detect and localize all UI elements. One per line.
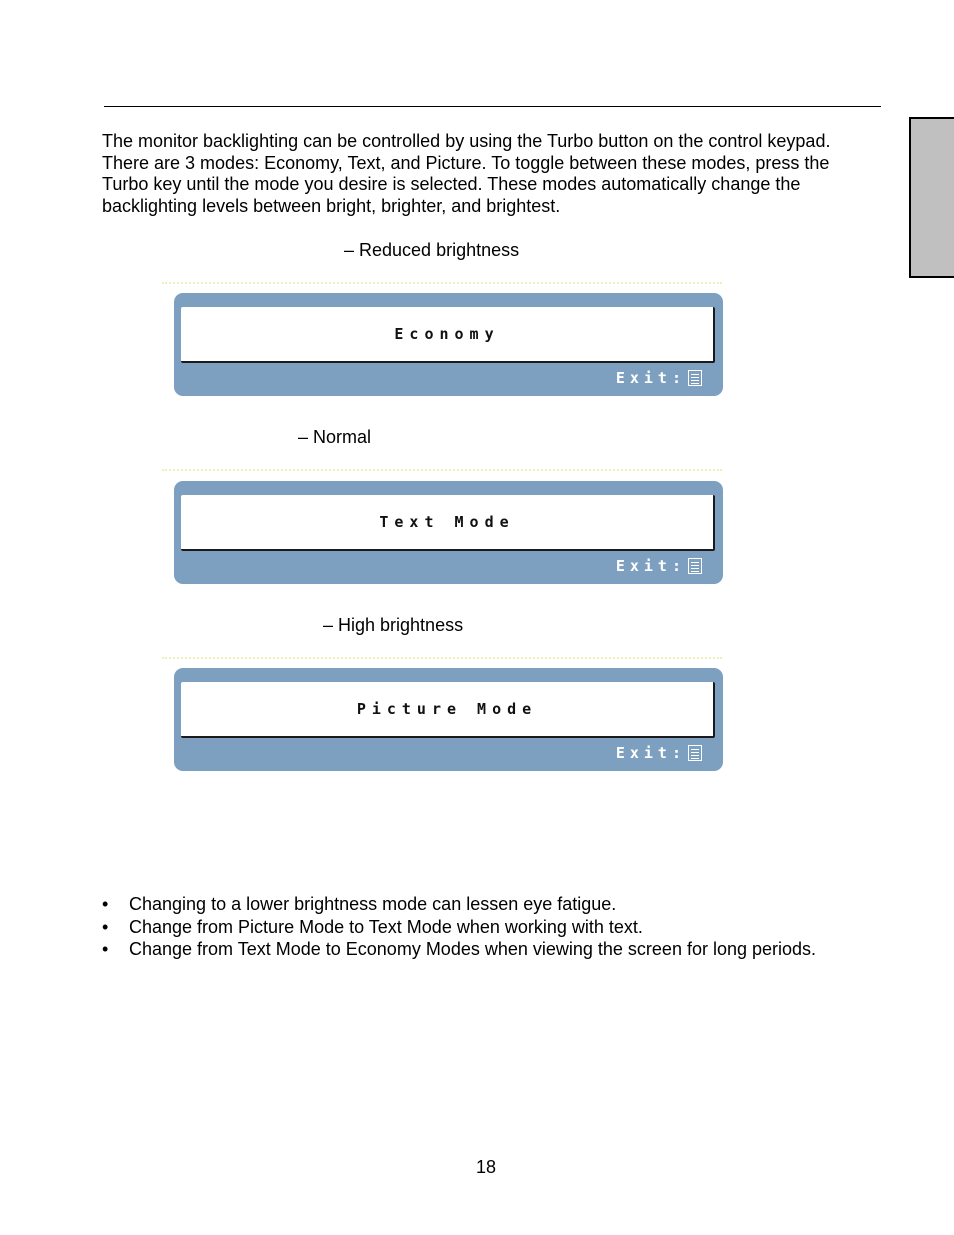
dotted-separator [162, 469, 722, 471]
bullet-icon: • [102, 894, 109, 914]
osd-exit-label: Exit: [615, 557, 686, 575]
tip-text: Changing to a lower brightness mode can lessen eye fatigue. [129, 894, 617, 914]
tip-text: Change from Text Mode to Economy Modes when viewing the screen for long periods. [129, 939, 817, 959]
osd-title: Picture Mode [356, 700, 538, 718]
osd-title-box [181, 682, 715, 738]
menu-icon [688, 558, 702, 574]
header-rule [104, 106, 881, 107]
osd-window-text [174, 481, 723, 584]
list-item [102, 916, 902, 939]
list-item [102, 893, 902, 916]
dotted-separator [162, 657, 722, 659]
osd-title-box [181, 307, 715, 363]
page-number: 18 [475, 1157, 497, 1177]
osd-title-box [181, 495, 715, 551]
mode-caption-economy: – Reduced brightness [344, 240, 520, 260]
tips-list [102, 893, 902, 961]
bullet-icon: • [102, 916, 109, 937]
osd-window-economy [174, 293, 723, 396]
osd-title: Text Mode [379, 513, 515, 531]
osd-exit [616, 744, 702, 762]
intro-paragraph: The monitor backlighting can be controlled by using the Turbo button on the control keypad. There are 3 modes: Economy, Text, and Picture. To toggle between these modes, press the Turbo key until the mode you desire is selected. These modes automatically change the backlighting levels between bright, brighter, and brightest. [102, 131, 831, 216]
mode-caption-text: – Normal [298, 427, 372, 447]
mode-caption-picture: – High brightness [323, 615, 464, 635]
osd-exit-label: Exit: [615, 744, 686, 762]
osd-exit-label: Exit: [615, 369, 686, 387]
osd-exit [616, 369, 702, 387]
menu-icon [688, 745, 702, 761]
menu-icon [688, 370, 702, 386]
dotted-separator [162, 282, 722, 284]
osd-window-picture [174, 668, 723, 771]
osd-exit [616, 557, 702, 575]
section-tab [909, 117, 954, 278]
list-item [102, 938, 902, 961]
tip-text: Change from Picture Mode to Text Mode when working with text. [129, 916, 643, 937]
osd-title: Economy [394, 325, 500, 343]
bullet-icon: • [102, 939, 109, 959]
